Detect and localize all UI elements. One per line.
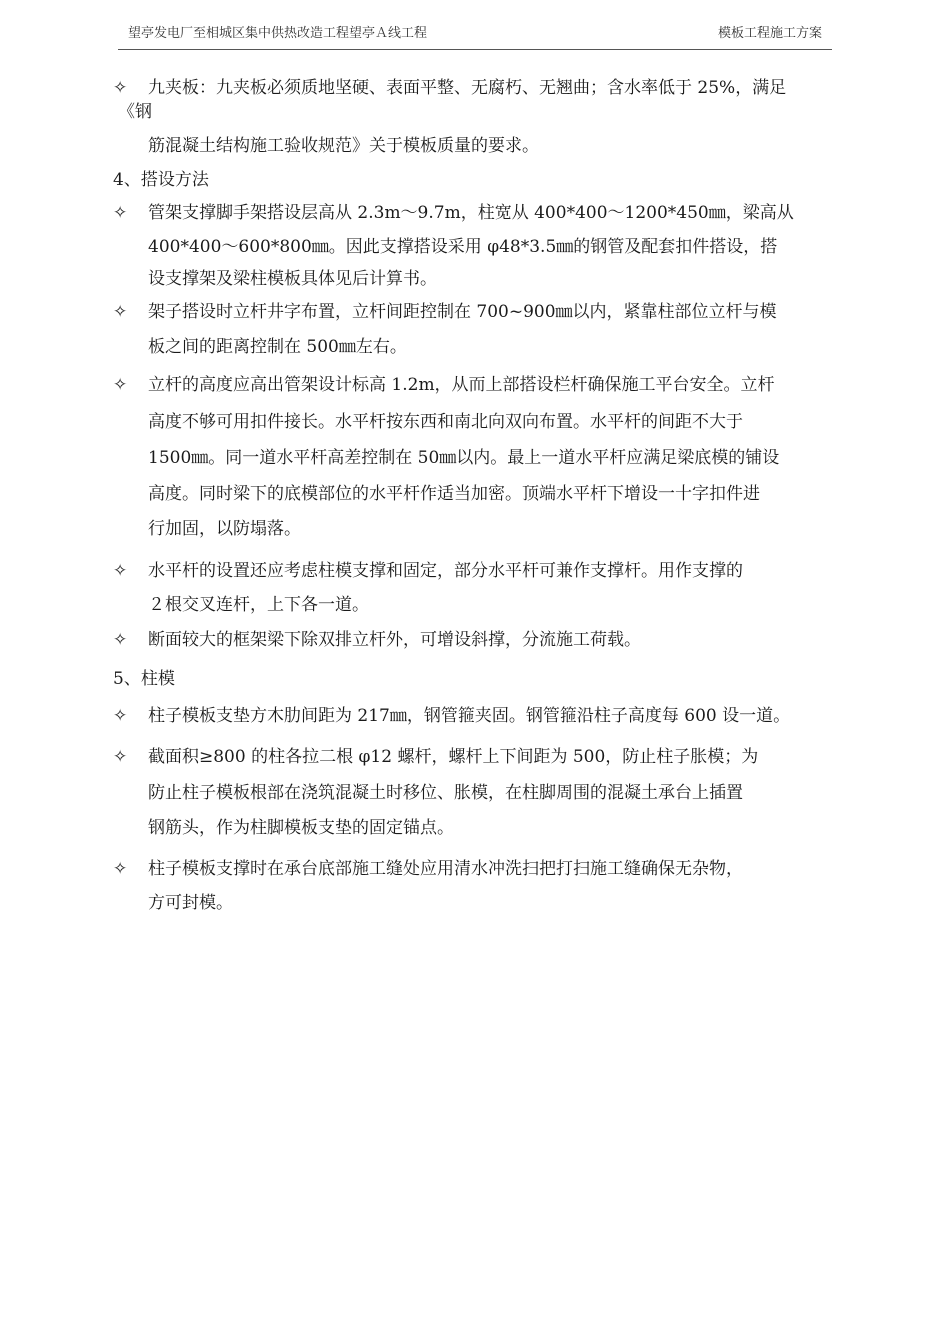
paragraph-line: 行加固，以防塌落。 — [148, 519, 301, 539]
diamond-bullet-icon: ✧ — [113, 630, 128, 650]
header-project-title: 望亭发电厂至相城区集中供热改造工程望亭Ａ线工程 — [128, 26, 428, 41]
diamond-bullet-icon: ✧ — [113, 78, 128, 98]
paragraph-line: 《钢 — [118, 102, 152, 122]
diamond-bullet-icon: ✧ — [113, 375, 128, 395]
paragraph-line: 高度。同时梁下的底模部位的水平杆作适当加密。顶端水平杆下增设一十字扣件进 — [148, 484, 760, 504]
diamond-bullet-icon: ✧ — [113, 302, 128, 322]
paragraph-line: 板之间的距离控制在 500㎜左右。 — [148, 337, 407, 357]
paragraph-line: 筋混凝土结构施工验收规范》关于模板质量的要求。 — [148, 136, 539, 156]
paragraph-line: 防止柱子模板根部在浇筑混凝土时移位、胀模，在柱脚周围的混凝土承台上插置 — [148, 783, 743, 803]
paragraph-line: 钢筋头，作为柱脚模板支垫的固定锚点。 — [148, 818, 454, 838]
paragraph-line: 断面较大的框架梁下除双排立杆外，可增设斜撑，分流施工荷载。 — [148, 630, 641, 650]
section-heading: 4、搭设方法 — [113, 170, 209, 190]
paragraph-line: 架子搭设时立杆井字布置，立杆间距控制在 700~900㎜以内，紧靠柱部位立杆与模 — [148, 302, 777, 322]
paragraph-line: 高度不够可用扣件接长。水平杆按东西和南北向双向布置。水平杆的间距不大于 — [148, 412, 743, 432]
paragraph-line: 方可封模。 — [148, 893, 233, 913]
paragraph-line: 立杆的高度应高出管架设计标高 1.2m，从而上部搭设栏杆确保施工平台安全。立杆 — [148, 375, 775, 395]
diamond-bullet-icon: ✧ — [113, 561, 128, 581]
header-document-title: 模板工程施工方案 — [717, 26, 822, 41]
page-header — [128, 22, 822, 44]
diamond-bullet-icon: ✧ — [113, 706, 128, 726]
paragraph-line: ２根交叉连杆，上下各一道。 — [148, 595, 369, 615]
paragraph-line: 400*400～600*800㎜。因此支撑搭设采用 φ48*3.5㎜的钢管及配套扣件搭设，搭 — [148, 237, 778, 257]
paragraph-line: 截面积≥800 的柱各拉二根 φ12 螺杆，螺杆上下间距为 500，防止柱子胀模；为 — [148, 747, 759, 767]
diamond-bullet-icon: ✧ — [113, 747, 128, 767]
paragraph-line: 柱子模板支撑时在承台底部施工缝处应用清水冲洗扫把打扫施工缝确保无杂物， — [148, 859, 743, 879]
paragraph-line: 九夹板：九夹板必须质地坚硬、表面平整、无腐朽、无翘曲；含水率低于 25%，满足 — [148, 78, 787, 98]
diamond-bullet-icon: ✧ — [113, 859, 128, 879]
paragraph-line: 1500㎜。同一道水平杆高差控制在 50㎜以内。最上一道水平杆应满足梁底模的铺设 — [148, 448, 780, 468]
paragraph-line: 柱子模板支垫方木肋间距为 217㎜，钢管箍夹固。钢管箍沿柱子高度每 600 设一道。 — [148, 706, 791, 726]
diamond-bullet-icon: ✧ — [113, 203, 128, 223]
paragraph-line: 水平杆的设置还应考虑柱模支撑和固定，部分水平杆可兼作支撑杆。用作支撑的 — [148, 561, 743, 581]
header-divider — [118, 49, 832, 50]
paragraph-line: 设支撑架及梁柱模板具体见后计算书。 — [148, 269, 437, 289]
section-heading: 5、柱模 — [113, 669, 175, 689]
paragraph-line: 管架支撑脚手架搭设层高从 2.3m～9.7m，柱宽从 400*400～1200*450㎜，梁高从 — [148, 203, 794, 223]
